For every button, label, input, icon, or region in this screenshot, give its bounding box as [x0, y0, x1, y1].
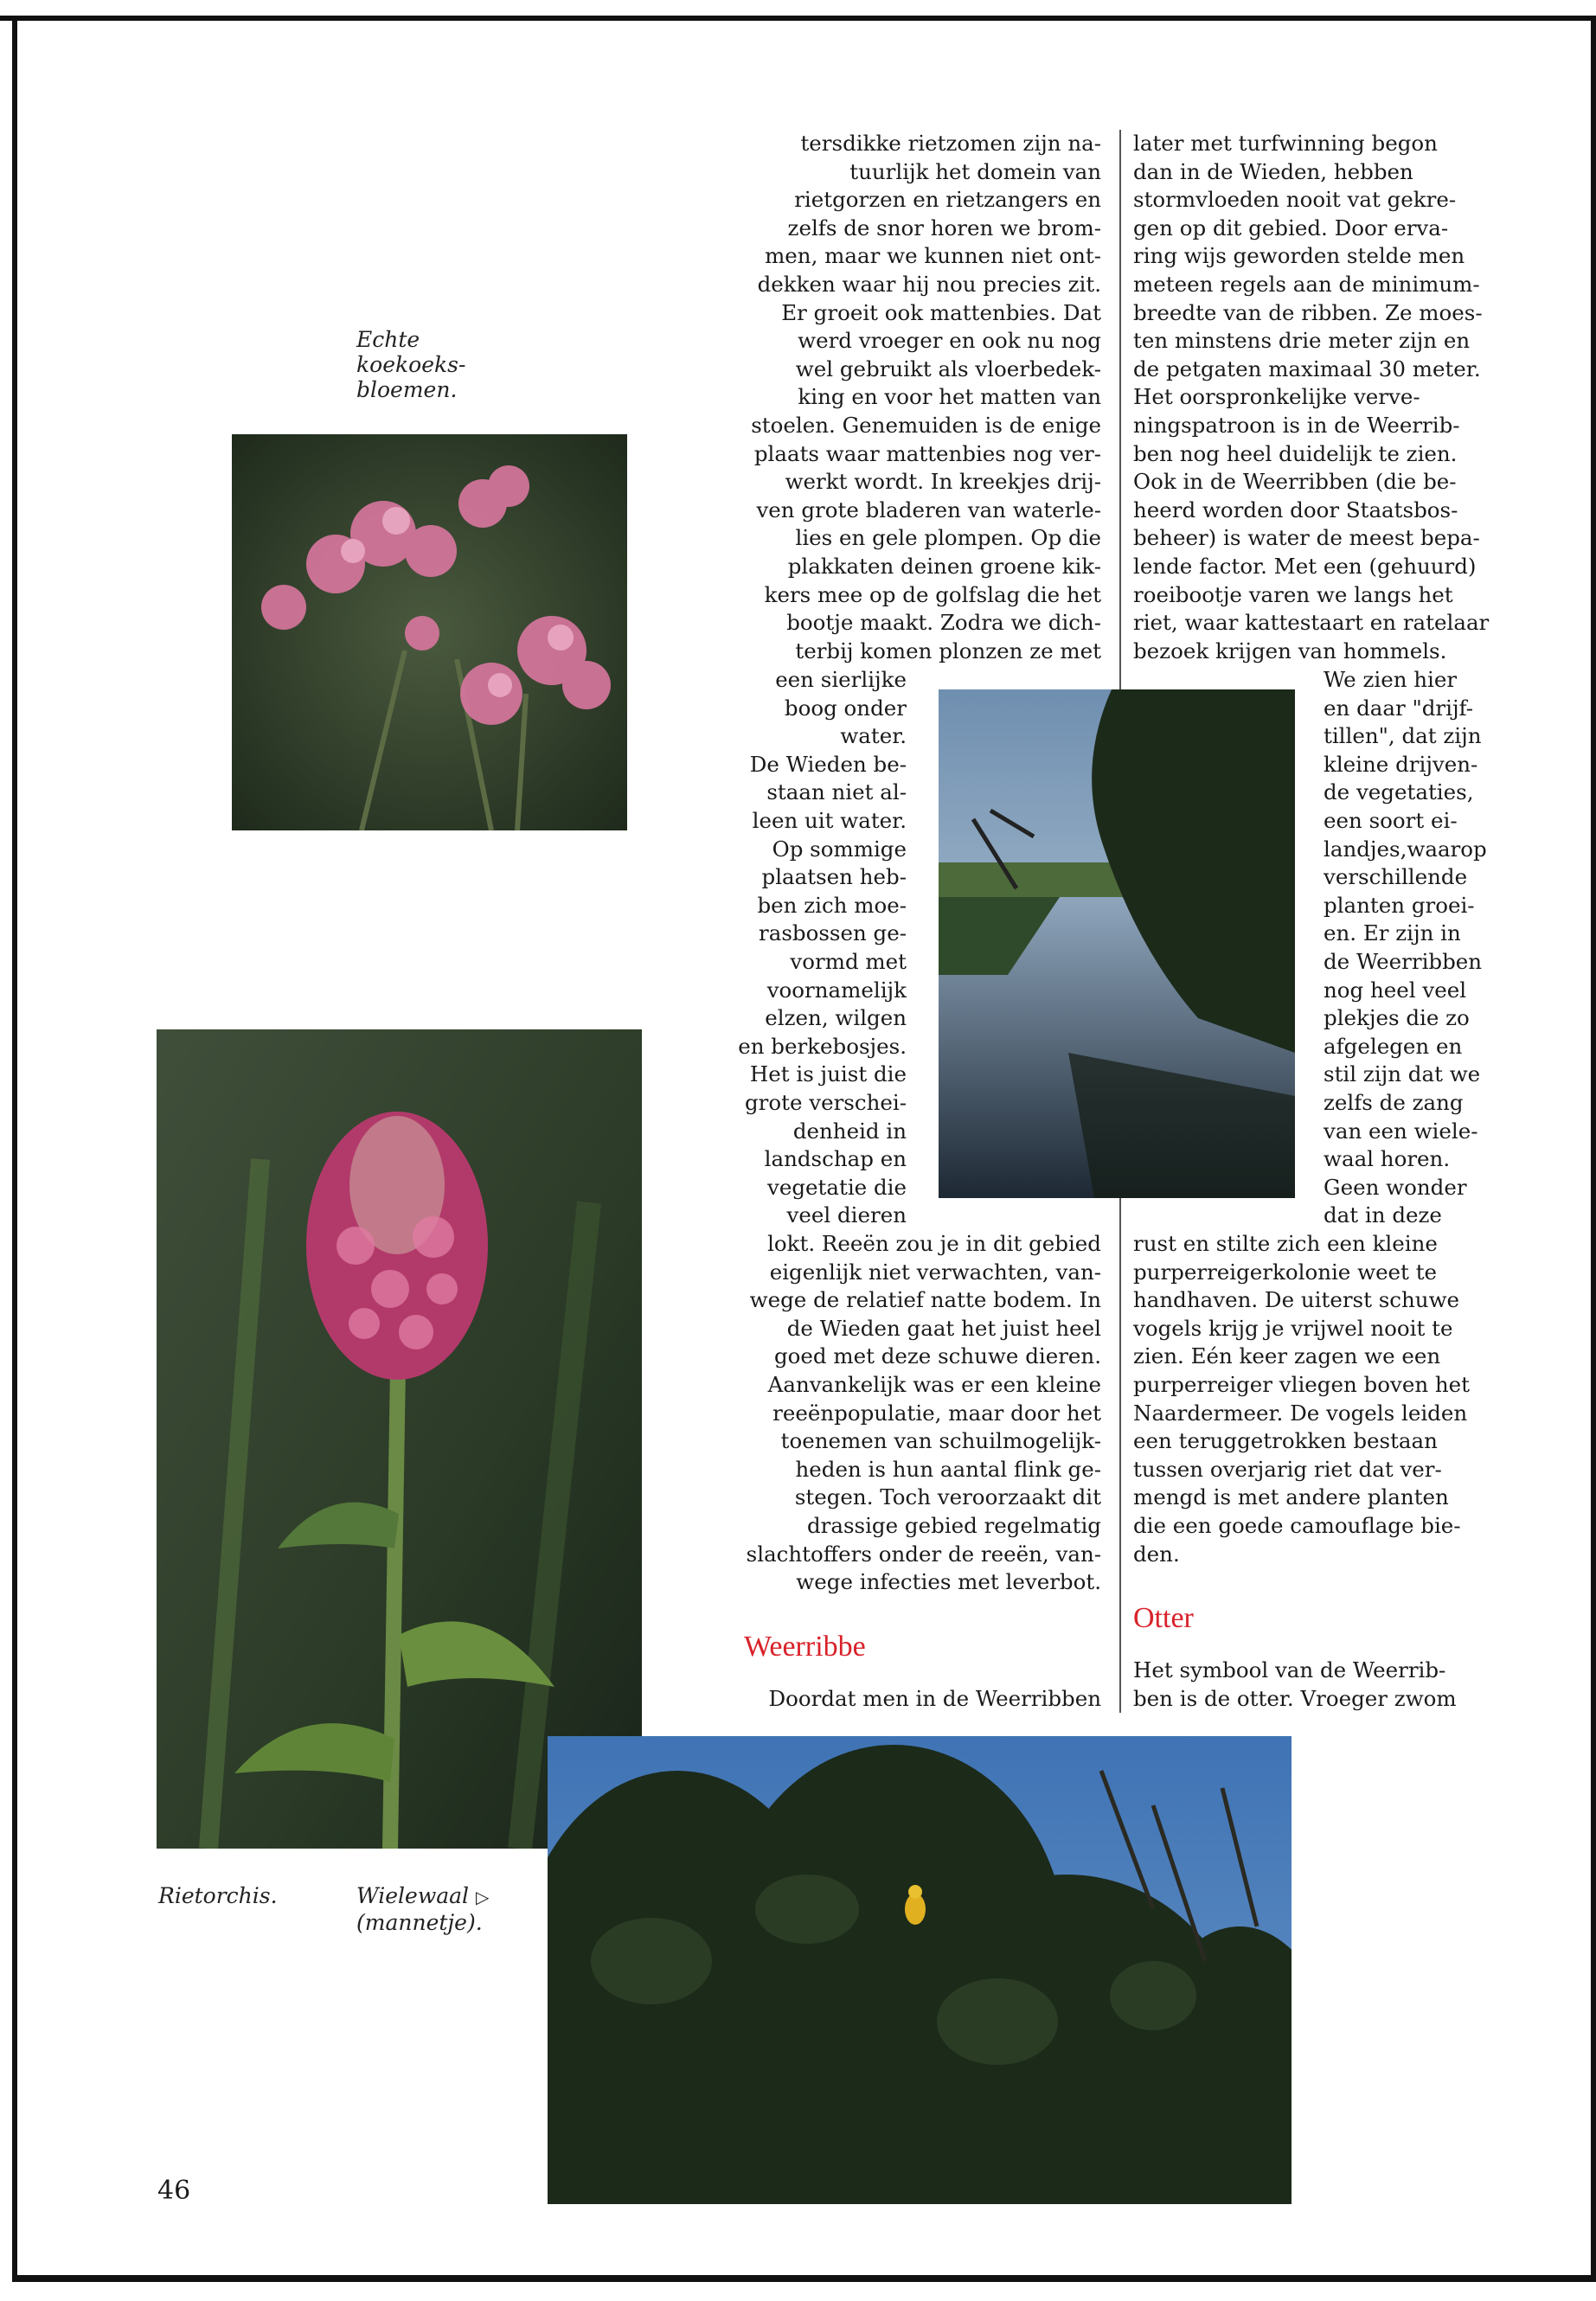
- text-line: Naardermeer. De vogels leiden: [1133, 1400, 1468, 1426]
- text-line: roeibootje varen we langs het: [1133, 581, 1453, 607]
- text-line: en. Er zijn in: [1324, 920, 1461, 946]
- caption-rietorchis: Rietorchis.: [158, 1883, 278, 1908]
- text-line: purperreigerkolonie weet te: [1133, 1259, 1438, 1285]
- photo-canal: [939, 689, 1295, 1198]
- text-line: Ook in de Weerribben (die be-: [1133, 469, 1457, 495]
- otter-text: [1133, 1657, 1514, 1713]
- text-line: lokt. Reeën zou je in dit gebied: [767, 1231, 1101, 1256]
- text-line: veel dieren: [786, 1202, 907, 1228]
- text-line: zelfs de snor horen we brom-: [787, 215, 1101, 240]
- text-line: dekken waar hij nou precies zit.: [757, 271, 1101, 297]
- caption-line: (mannetje).: [356, 1910, 483, 1935]
- text-line: gen op dit gebied. Door erva-: [1133, 215, 1449, 240]
- page-border-top: [0, 16, 1596, 21]
- text-line: ven grote bladeren van waterle-: [756, 497, 1101, 522]
- text-line: heden is hun aantal flink ge-: [795, 1456, 1101, 1482]
- text-line: rasbossen ge-: [759, 920, 907, 946]
- text-line: stegen. Toch veroorzaakt dit: [794, 1484, 1101, 1510]
- text-line: lies en gele plompen. Op die: [795, 525, 1101, 551]
- text-line: plakkaten deinen groene kik-: [787, 553, 1101, 579]
- text-line: afgelegen en: [1324, 1033, 1463, 1059]
- text-line: tussen overjarig riet dat ver-: [1133, 1456, 1442, 1482]
- text-line: vegetatie die: [767, 1174, 907, 1200]
- text-line: Er groeit ook mattenbies. Dat: [781, 299, 1101, 325]
- text-line: wege infecties met leverbot.: [796, 1569, 1101, 1595]
- photo-rietorchis: [157, 1029, 642, 1849]
- text-line: en daar "drijf-: [1324, 695, 1474, 721]
- text-line: Aanvankelijk was er een kleine: [767, 1371, 1101, 1397]
- text-line: rietgorzen en rietzangers en: [794, 187, 1101, 213]
- text-line: van een wiele-: [1324, 1118, 1478, 1144]
- text-line: water.: [840, 723, 907, 749]
- photo-wielewaal: [548, 1736, 1292, 2204]
- text-line: een soort ei-: [1324, 807, 1458, 833]
- caption-line: Echte: [356, 327, 420, 352]
- text-line: meteen regels aan de minimum-: [1133, 271, 1480, 297]
- text-line: rust en stilte zich een kleine: [1133, 1231, 1438, 1256]
- text-line: breedte van de ribben. Ze moes-: [1133, 299, 1483, 325]
- text-line: purperreiger vliegen boven het: [1133, 1371, 1471, 1397]
- text-line: slachtoffers onder de reeën, van-: [746, 1541, 1101, 1567]
- text-line: werd vroeger en ook nu nog: [798, 328, 1101, 354]
- text-line: boog onder: [784, 695, 907, 721]
- text-line: dan in de Wieden, hebben: [1133, 158, 1413, 184]
- text-line: stil zijn dat we: [1324, 1061, 1481, 1087]
- text-line: landjes,waarop: [1324, 836, 1487, 862]
- text-line: ring wijs geworden stelde men: [1133, 243, 1465, 269]
- text-line: Geen wonder: [1324, 1174, 1467, 1200]
- caption-line: bloemen.: [356, 377, 458, 402]
- text-line: werkt wordt. In kreekjes drij-: [785, 469, 1101, 495]
- text-line: king en voor het matten van: [798, 384, 1101, 410]
- text-line: kleine drijven-: [1324, 751, 1478, 777]
- text-line: bootje maakt. Zodra we dich-: [786, 610, 1101, 636]
- text-line: kers mee op de golfslag die het: [764, 581, 1101, 607]
- page-number: 46: [157, 2176, 191, 2206]
- column-1-bottom-text: [734, 1230, 1101, 1597]
- text-line: heerd worden door Staatsbos-: [1133, 497, 1458, 522]
- page-border-right: [1591, 16, 1596, 2282]
- column-2-narrow-text: [1324, 666, 1514, 1230]
- text-line: een teruggetrokken bestaan: [1133, 1428, 1438, 1454]
- text-line: grote verschei-: [744, 1089, 907, 1115]
- text-line: handhaven. De uiterst schuwe: [1133, 1287, 1460, 1313]
- text-line: vormd met: [790, 948, 907, 974]
- text-line: voornamelijk: [766, 977, 907, 1003]
- text-line: eigenlijk niet verwachten, van-: [769, 1259, 1101, 1285]
- text-line: plaatsen heb-: [761, 864, 907, 890]
- text-line: stormvloeden nooit vat gekre-: [1133, 187, 1457, 213]
- text-line: lende factor. Met een (gehuurd): [1133, 553, 1477, 579]
- text-line: De Wieden be-: [749, 751, 907, 777]
- text-line: leen uit water.: [752, 807, 907, 833]
- text-line: stoelen. Genemuiden is de enige: [751, 412, 1101, 438]
- text-line: reeënpopulatie, maar door het: [772, 1400, 1101, 1426]
- column-2-top-text: [1133, 130, 1514, 665]
- text-line: ben nog heel duidelijk te zien.: [1133, 440, 1458, 466]
- heading-weerribbe: Weerribbe: [744, 1631, 866, 1663]
- text-line: tillen", dat zijn: [1324, 723, 1482, 749]
- caption-wielewaal: [356, 1883, 489, 1935]
- text-line: wege de relatief natte bodem. In: [749, 1287, 1101, 1313]
- text-line: goed met deze schuwe dieren.: [773, 1343, 1101, 1369]
- text-line: terbij komen plonzen ze met: [795, 638, 1101, 663]
- text-line: een sierlijke: [775, 667, 907, 692]
- caption-line: Wielewaal: [356, 1883, 470, 1908]
- text-line: toenemen van schuilmogelijk-: [780, 1428, 1101, 1454]
- weerribbe-first-line: [734, 1685, 1101, 1714]
- text-line: beheer) is water de meest bepa-: [1133, 525, 1480, 551]
- text-line: Doordat men in de Weerribben: [768, 1686, 1101, 1711]
- text-line: zien. Eén keer zagen we een: [1133, 1343, 1441, 1369]
- text-line: men, maar we kunnen niet ont-: [765, 243, 1101, 269]
- text-line: wel gebruikt als vloerbedek-: [795, 356, 1101, 381]
- text-line: de Wieden gaat het juist heel: [786, 1315, 1101, 1341]
- text-line: ben is de otter. Vroeger zwom: [1133, 1685, 1457, 1711]
- text-line: Het is juist die: [749, 1061, 907, 1087]
- text-line: ten minstens drie meter zijn en: [1133, 328, 1471, 354]
- text-line: plaats waar mattenbies nog ver-: [753, 440, 1101, 466]
- caption-echte-koekoeksbloemen: [356, 327, 465, 402]
- text-line: staan niet al-: [766, 779, 907, 805]
- text-line: drassige gebied regelmatig: [806, 1512, 1101, 1538]
- text-line: Op sommige: [772, 836, 907, 862]
- text-line: elzen, wilgen: [765, 1005, 907, 1031]
- page-border-left: [12, 16, 17, 2282]
- page-border-bottom: [12, 2275, 1596, 2282]
- text-line: ben zich moe-: [757, 892, 907, 918]
- heading-otter: Otter: [1133, 1602, 1194, 1634]
- text-line: dat in deze: [1324, 1202, 1442, 1228]
- text-line: denheid in: [792, 1118, 907, 1144]
- text-line: bezoek krijgen van hommels.: [1133, 638, 1447, 663]
- text-line: die een goede camouflage bie-: [1133, 1512, 1461, 1538]
- text-line: landschap en: [764, 1146, 907, 1172]
- arrow-right-icon: ▷: [476, 1887, 490, 1907]
- column-1-narrow-text: [734, 666, 907, 1230]
- text-line: tuurlijk het domein van: [849, 158, 1101, 184]
- text-line: den.: [1133, 1541, 1180, 1567]
- text-line: de Weerribben: [1324, 948, 1483, 974]
- photo-koekoeksbloemen: [232, 434, 627, 830]
- text-line: verschillende: [1324, 864, 1468, 890]
- column-2-bottom-text: [1133, 1230, 1514, 1568]
- text-line: de petgaten maximaal 30 meter.: [1133, 356, 1481, 381]
- column-1-top-text: [734, 130, 1101, 665]
- caption-line: koekoeks-: [356, 352, 466, 377]
- text-line: We zien hier: [1324, 667, 1458, 692]
- text-line: waal horen.: [1324, 1146, 1451, 1172]
- text-line: ningspatroon is in de Weerrib-: [1133, 412, 1460, 438]
- text-line: vogels krijg je vrijwel nooit te: [1133, 1315, 1453, 1341]
- text-line: tersdikke rietzomen zijn na-: [800, 131, 1101, 156]
- text-line: en berkebosjes.: [738, 1033, 907, 1059]
- text-line: later met turfwinning begon: [1133, 131, 1438, 156]
- text-line: plekjes die zo: [1324, 1005, 1470, 1031]
- text-line: planten groei-: [1324, 892, 1475, 918]
- text-line: mengd is met andere planten: [1133, 1484, 1449, 1510]
- text-line: Het symbool van de Weerrib-: [1133, 1657, 1446, 1682]
- text-line: Het oorspronkelijke verve-: [1133, 384, 1420, 410]
- text-line: de vegetaties,: [1324, 779, 1474, 805]
- text-line: zelfs de zang: [1324, 1089, 1464, 1115]
- text-line: nog heel veel: [1324, 977, 1467, 1003]
- text-line: riet, waar kattestaart en ratelaar: [1133, 610, 1490, 636]
